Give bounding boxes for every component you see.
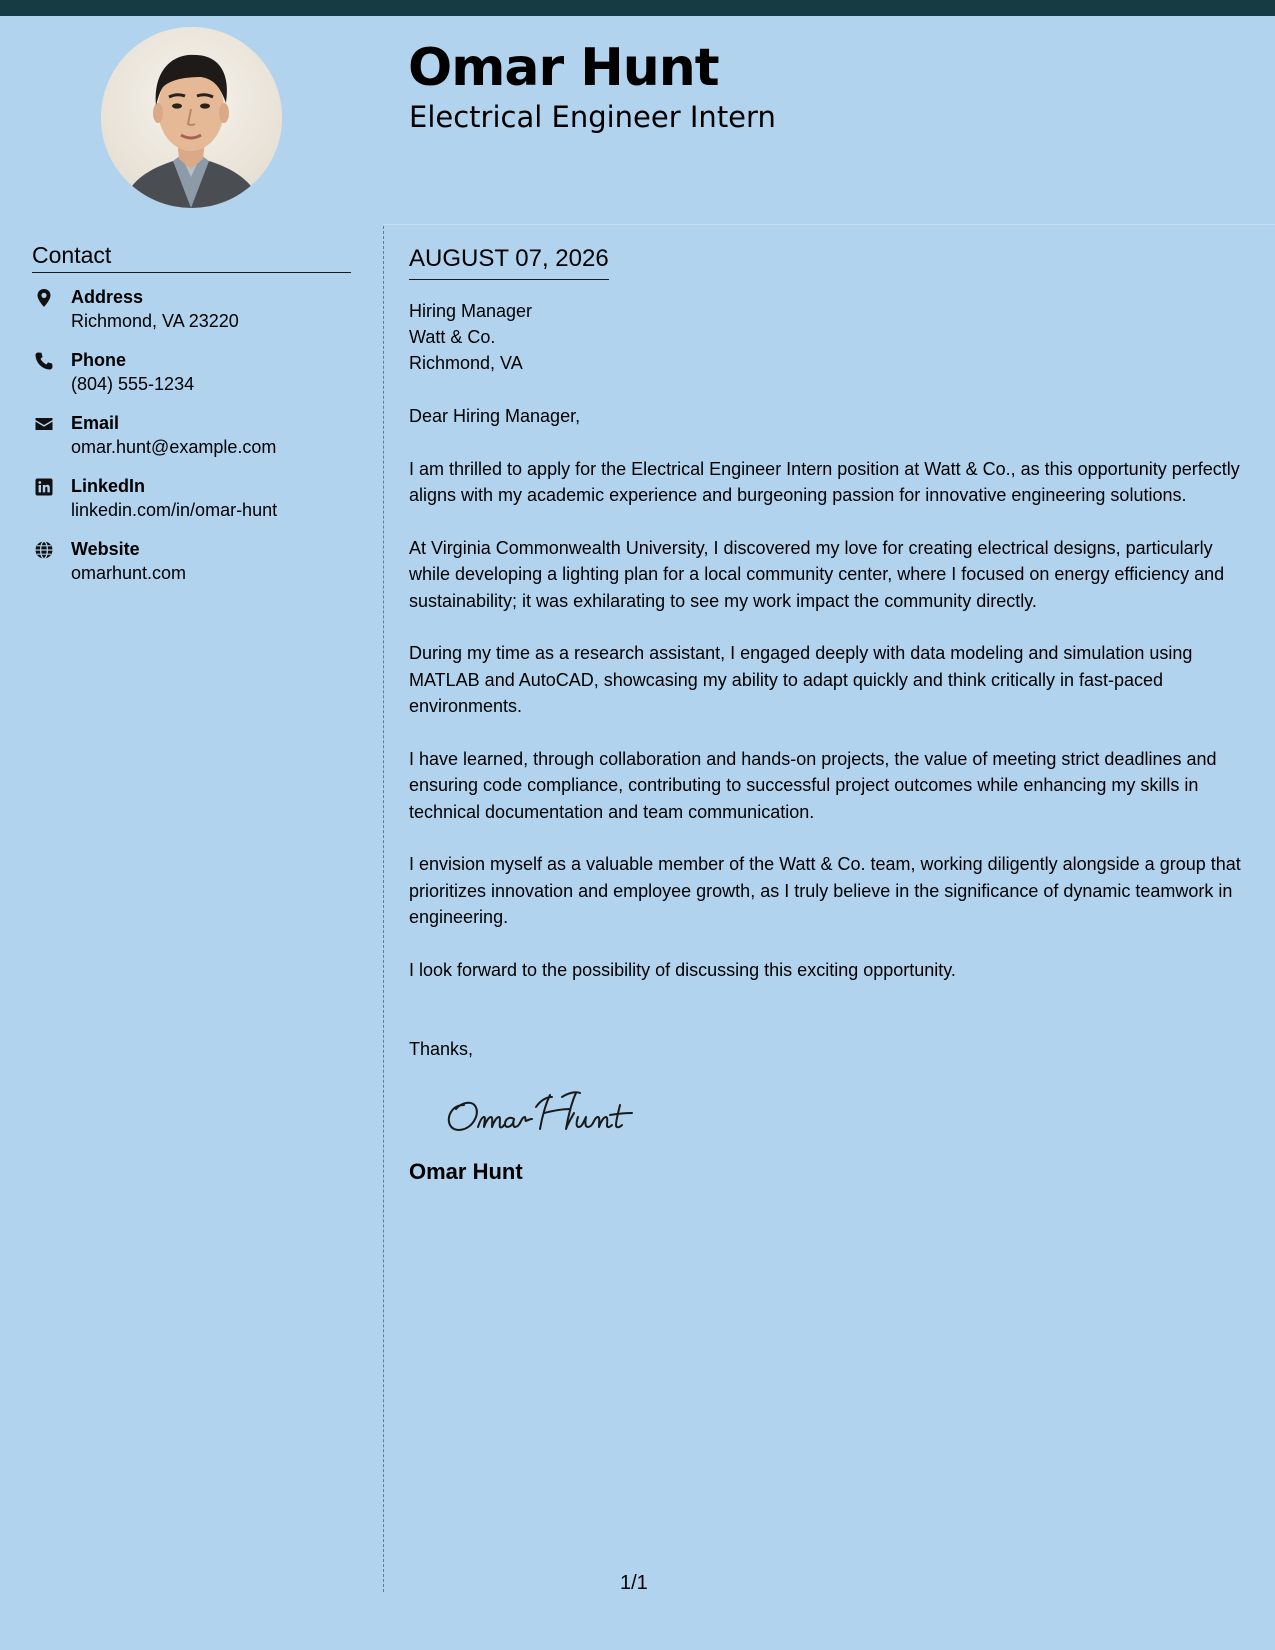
contact-item-address [32, 285, 351, 348]
header-divider [383, 224, 1275, 225]
contact-sidebar [32, 240, 351, 600]
column-divider [383, 226, 384, 1592]
linkedin-icon [34, 477, 54, 497]
phone-icon [34, 351, 54, 371]
paragraph: I look forward to the possibility of discussing this exciting opportunity. [409, 959, 956, 980]
paragraph: At Virginia Commonwealth University, I discovered my love for creating electrical designs, particularly while developing a lighting plan for a local community center, where I focused on energy efficiency and sustainability; it was exhilarating to see my work impact the community directly. [409, 537, 1225, 611]
contact-item-phone [32, 348, 351, 411]
paragraph: I have learned, through collaboration and hands-on projects, the value of meeting strict deadlines and ensuring code compliance, contributing to successful project outcomes while enhancing my skills in technical documentation and team communication. [409, 748, 1217, 822]
page-number: 1/1 [620, 1572, 648, 1594]
salutation: Dear Hiring Manager, [409, 406, 581, 426]
paragraph: During my time as a research assistant, I engaged deeply with data modeling and simulation using MATLAB and AutoCAD, showcasing my ability to adapt quickly and think critically in fast-paced environments. [409, 643, 1193, 716]
phone-value[interactable]: (804) 555-1234 [71, 374, 195, 394]
recipient-block [409, 298, 1244, 376]
contact-item-email [32, 411, 351, 474]
letter-date: AUGUST 07, 2026 [409, 242, 609, 280]
globe-icon [34, 540, 54, 560]
candidate-title: Electrical Engineer Intern [409, 100, 776, 134]
contact-list [32, 285, 351, 600]
linkedin-value[interactable]: linkedin.com/in/omar-hunt [71, 500, 278, 520]
email-value[interactable]: omar.hunt@example.com [71, 437, 277, 457]
address-value: Richmond, VA 23220 [71, 311, 239, 331]
contact-label: Phone [71, 350, 127, 370]
website-value[interactable]: omarhunt.com [71, 563, 187, 583]
contact-item-website [32, 537, 351, 600]
profile-photo [101, 27, 282, 208]
contact-item-linkedin [32, 474, 351, 537]
top-bar [0, 0, 1275, 16]
recipient-line: Hiring Manager [409, 301, 533, 321]
paragraph: I am thrilled to apply for the Electrical Engineer Intern position at Watt & Co., as this opportunity perfectly aligns with my academic experience and burgeoning passion for innovative engineering solutions. [409, 458, 1240, 505]
paragraph: I envision myself as a valuable member of the Watt & Co. team, working diligently alongside a group that prioritizes innovation and employee growth, as I truly believe in the significance of dynamic teamwork in engineering. [409, 854, 1241, 927]
recipient-line: Watt & Co. [409, 327, 496, 347]
letter-body [409, 242, 1244, 1187]
map-pin-icon [34, 288, 54, 308]
envelope-icon [34, 414, 54, 434]
signer-name: Omar Hunt [409, 1158, 523, 1184]
candidate-name: Omar Hunt [408, 38, 719, 98]
contact-label: Email [71, 413, 120, 433]
closing: Thanks, [409, 1039, 474, 1059]
handwritten-signature [442, 1083, 1244, 1143]
recipient-line: Richmond, VA [409, 353, 523, 373]
contact-heading: Contact [32, 240, 351, 273]
contact-label: Website [71, 539, 140, 559]
contact-label: Address [71, 287, 144, 307]
contact-label: LinkedIn [71, 476, 146, 496]
